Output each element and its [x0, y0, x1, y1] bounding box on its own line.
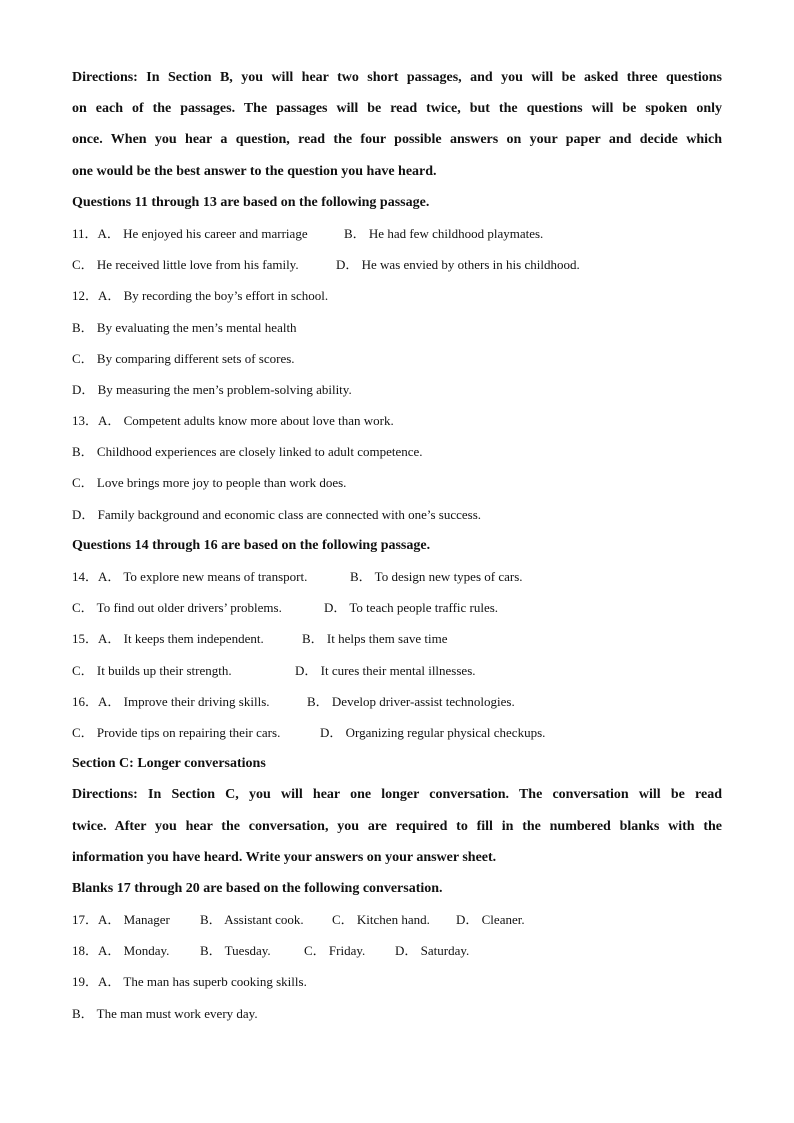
q11-option-b: B． He had few childhood playmates.	[344, 225, 544, 241]
q15-option-b: B． It helps them save time	[302, 631, 448, 647]
q18-option-b: B． Tuesday.	[200, 943, 271, 959]
q14-option-d: D． To teach people traffic rules.	[324, 600, 499, 616]
passage2-heading: Questions 14 through 16 are based on the following passage.	[72, 537, 431, 553]
q12-option-d: D． By measuring the men’s problem-solving ability.	[72, 381, 352, 397]
q12-option-c: C． By comparing different sets of scores.	[72, 350, 295, 366]
question-15-row2	[72, 655, 722, 686]
sectionC-directions-line-2: twice. After you hear the conversation, you are required to fill in the numbered blanks with the	[72, 818, 722, 834]
q17-option-a: 17．A． Manager	[72, 912, 170, 928]
q16-option-b: B． Develop driver-assist technologies.	[307, 693, 515, 709]
q15-option-a: 15．A． It keeps them independent.	[72, 631, 264, 647]
q13-option-c: C． Love brings more joy to people than work does.	[72, 475, 347, 491]
q16-option-d: D． Organizing regular physical checkups.	[320, 724, 546, 740]
passage1-heading: Questions 11 through 13 are based on the following passage.	[72, 194, 430, 210]
q13-option-d: D． Family background and economic class are connected with one’s success.	[72, 506, 482, 522]
question-14-row2	[72, 592, 722, 623]
q16-option-c: C． Provide tips on repairing their cars.	[72, 724, 281, 740]
question-17-row	[72, 904, 722, 935]
sectionC-title: Section C: Longer conversations	[72, 756, 266, 772]
sectionC-directions-line-3: information you have heard. Write your answers on your answer sheet.	[72, 849, 497, 865]
q19-option-b: B． The man must work every day.	[72, 1005, 258, 1021]
q17-option-d: D． Cleaner.	[456, 912, 525, 928]
q11-option-a: 11．A． He enjoyed his career and marriage	[72, 225, 308, 241]
question-15-row1	[72, 623, 722, 654]
q14-option-b: B． To design new types of cars.	[350, 569, 523, 584]
q19-option-a: 19．A． The man has superb cooking skills.	[72, 974, 307, 990]
sectionC-directions-line-1: Directions: In Section C, you will hear one longer conversation. The conversation will be read	[72, 787, 722, 803]
q18-option-a: 18．A． Monday.	[72, 943, 170, 959]
q16-option-a: 16．A． Improve their driving skills.	[72, 693, 270, 709]
sectionB-directions-line-1: Directions: In Section B, you will hear two short passages, and you will be asked three questions	[72, 70, 722, 85]
question-16-row1	[72, 686, 722, 717]
sectionB-directions-line-4: one would be the best answer to the question you have heard.	[72, 163, 437, 179]
q13-option-b: B． Childhood experiences are closely linked to adult competence.	[72, 444, 423, 460]
q11-option-d: D． He was envied by others in his childhood.	[336, 257, 580, 273]
q12-option-a: 12．A． By recording the boy’s effort in school.	[72, 288, 329, 304]
question-14-row1	[72, 561, 722, 592]
q15-option-d: D． It cures their mental illnesses.	[295, 662, 476, 678]
question-11-row2	[72, 249, 722, 280]
sectionB-directions-line-3: once. When you hear a question, read the four possible answers on your paper and decide which	[72, 132, 722, 148]
q13-option-a: 13．A． Competent adults know more about love than work.	[72, 413, 394, 429]
page-content	[72, 62, 722, 1029]
q18-option-d: D． Saturday.	[395, 943, 470, 959]
question-16-row2	[72, 717, 722, 748]
q11-option-c: C． He received little love from his family.	[72, 257, 299, 273]
q17-option-b: B． Assistant cook.	[200, 912, 304, 928]
sectionB-directions-line-2: on each of the passages. The passages will be read twice, but the questions will be spoken only	[72, 101, 722, 117]
q14-option-c: C． To find out older drivers’ problems.	[72, 600, 282, 616]
q17-option-c: C． Kitchen hand.	[332, 912, 430, 928]
q15-option-c: C． It builds up their strength.	[72, 662, 232, 678]
q12-option-b: B． By evaluating the men’s mental health	[72, 319, 297, 335]
q18-option-c: C． Friday.	[304, 943, 366, 959]
question-18-row	[72, 935, 722, 966]
conversation-heading: Blanks 17 through 20 are based on the following conversation.	[72, 880, 443, 896]
question-11-row1	[72, 218, 722, 249]
q14-option-a: 14．A． To explore new means of transport.	[72, 569, 308, 584]
